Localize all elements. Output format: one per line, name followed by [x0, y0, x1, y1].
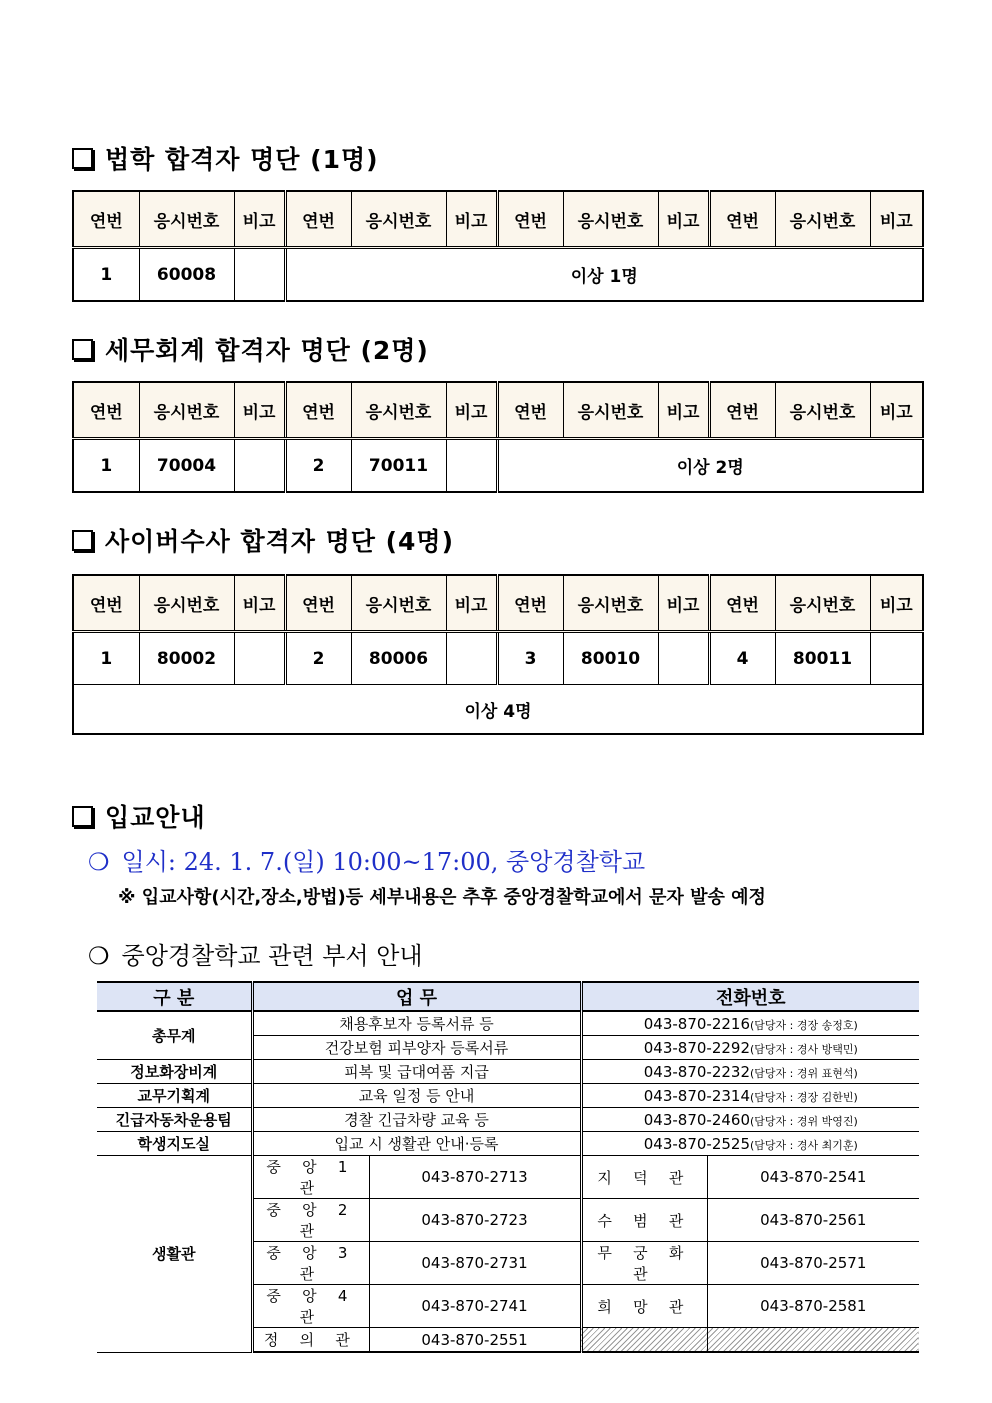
exam-number: 70004 [139, 439, 234, 493]
dorm-name: 정 의 관 [252, 1328, 369, 1353]
table-row [73, 439, 923, 493]
dorm-name: 중 앙 2 관 [252, 1199, 369, 1242]
dept-task: 건강보험 피부양자 등록서류 [252, 1036, 581, 1060]
dorm-name: 무 궁 화 관 [581, 1242, 707, 1285]
summary-cell: 이상 2명 [497, 439, 923, 493]
checkbox-square-icon [72, 339, 93, 360]
cyber-pass-table [72, 574, 924, 735]
exam-number: 60008 [139, 248, 234, 302]
contact-person: (담당자 : 경장 김한빈) [750, 1090, 858, 1104]
header-cell: 응시번호 [563, 575, 658, 632]
header-cell: 응시번호 [139, 191, 234, 248]
dorm-phone: 043-870-2723 [369, 1199, 581, 1242]
header-cell: 응시번호 [563, 382, 658, 439]
entry-number: 1 [73, 439, 139, 493]
entry-note [446, 632, 497, 685]
table-row [97, 1084, 919, 1108]
header-cell: 응시번호 [351, 575, 446, 632]
entry-number: 1 [73, 632, 139, 685]
exam-number: 80002 [139, 632, 234, 685]
header-cell: 비고 [870, 191, 923, 248]
table-row [97, 1156, 919, 1199]
table-row [73, 685, 923, 735]
dorm-name: 지 덕 관 [581, 1156, 707, 1199]
dorm-name: 희 망 관 [581, 1285, 707, 1328]
contact-person: (담당자 : 경장 송정호) [750, 1018, 858, 1032]
dorm-name: 수 범 관 [581, 1199, 707, 1242]
checkbox-square-icon [72, 148, 93, 169]
header-cell: 연번 [73, 382, 139, 439]
header-cell: 업 무 [252, 982, 581, 1011]
contact-person: (담당자 : 경사 방택민) [750, 1042, 858, 1056]
contact-person: (담당자 : 경위 박영진) [750, 1114, 858, 1128]
table-header-row [73, 191, 923, 248]
dorm-phone: 043-870-2541 [707, 1156, 919, 1199]
dorm-phone: 043-870-2713 [369, 1156, 581, 1199]
dept-task: 피복 및 급대여품 지급 [252, 1060, 581, 1084]
dept-task: 경찰 긴급차량 교육 등 [252, 1108, 581, 1132]
phone-number: 043-870-2314 [643, 1086, 750, 1105]
dorm-name: 중 앙 4 관 [252, 1285, 369, 1328]
table-row [97, 1132, 919, 1156]
dept-task: 교육 일정 등 안내 [252, 1084, 581, 1108]
header-cell: 비고 [446, 575, 497, 632]
header-cell: 비고 [870, 382, 923, 439]
entry-number: 2 [285, 632, 351, 685]
dept-name: 총무계 [97, 1011, 252, 1060]
header-cell: 응시번호 [351, 382, 446, 439]
entry-number: 1 [73, 248, 139, 302]
table-header-row [73, 575, 923, 632]
header-cell: 연번 [285, 191, 351, 248]
hatched-empty-cell [581, 1328, 707, 1353]
dorm-label: 생활관 [97, 1156, 252, 1353]
contact-person: (담당자 : 경위 표현석) [750, 1066, 858, 1080]
phone-number: 043-870-2216 [643, 1014, 750, 1033]
entry-note [234, 632, 285, 685]
header-cell: 응시번호 [775, 575, 870, 632]
checkbox-square-icon [72, 530, 93, 551]
table-row [97, 1108, 919, 1132]
dept-phone [581, 1108, 919, 1132]
header-cell: 비고 [234, 575, 285, 632]
exam-number: 70011 [351, 439, 446, 493]
header-cell: 비고 [446, 191, 497, 248]
exam-number: 80011 [775, 632, 870, 685]
table-row [97, 1011, 919, 1036]
dorm-phone: 043-870-2561 [707, 1199, 919, 1242]
dorm-phone: 043-870-2581 [707, 1285, 919, 1328]
header-cell: 응시번호 [139, 575, 234, 632]
circle-bullet-icon: ❍ [88, 942, 110, 970]
entry-note [870, 632, 923, 685]
exam-number: 80010 [563, 632, 658, 685]
dept-phone [581, 1036, 919, 1060]
dorm-phone: 043-870-2571 [707, 1242, 919, 1285]
header-cell: 응시번호 [775, 382, 870, 439]
dept-name: 교무기획계 [97, 1084, 252, 1108]
header-cell: 응시번호 [563, 191, 658, 248]
phone-number: 043-870-2232 [643, 1062, 750, 1081]
header-cell: 응시번호 [351, 191, 446, 248]
header-cell: 전화번호 [581, 982, 919, 1011]
header-cell: 연번 [497, 575, 563, 632]
law-pass-table [72, 190, 924, 302]
dept-phone [581, 1060, 919, 1084]
entry-number: 3 [497, 632, 563, 685]
header-cell: 비고 [658, 191, 709, 248]
table-header-row [73, 382, 923, 439]
entry-note [658, 632, 709, 685]
dorm-phone: 043-870-2551 [369, 1328, 581, 1353]
hatched-empty-cell [707, 1328, 919, 1353]
section-title-text: 법학 합격자 명단 (1명) [105, 145, 379, 174]
contact-person: (담당자 : 경사 최기훈) [750, 1138, 858, 1152]
summary-cell: 이상 1명 [285, 248, 923, 302]
entry-note [446, 439, 497, 493]
entry-note [234, 439, 285, 493]
phone-number: 043-870-2525 [643, 1134, 750, 1153]
entry-number: 2 [285, 439, 351, 493]
header-cell: 연번 [285, 575, 351, 632]
dorm-name: 중 앙 1 관 [252, 1156, 369, 1199]
header-cell: 연번 [709, 382, 775, 439]
dorm-phone: 043-870-2731 [369, 1242, 581, 1285]
dept-task: 채용후보자 등록서류 등 [252, 1011, 581, 1036]
circle-bullet-icon: ❍ [88, 848, 110, 876]
section-title-text: 입교안내 [105, 803, 206, 832]
admission-note: ※ 입교사항(시간,장소,방법)등 세부내용은 추후 중앙경찰학교에서 문자 발송 예정 [118, 887, 766, 908]
section-title-admission [72, 798, 206, 834]
header-cell: 연번 [73, 191, 139, 248]
header-cell: 비고 [446, 382, 497, 439]
summary-cell: 이상 4명 [73, 685, 923, 735]
dept-name: 학생지도실 [97, 1132, 252, 1156]
dept-task: 입교 시 생활관 안내·등록 [252, 1132, 581, 1156]
dept-phone [581, 1011, 919, 1036]
schedule-text: 일시: 24. 1. 7.(일) 10:00~17:00, 중앙경찰학교 [121, 848, 646, 876]
header-cell: 비고 [658, 575, 709, 632]
header-cell: 연번 [285, 382, 351, 439]
section-title-tax [72, 331, 429, 367]
table-row [73, 632, 923, 685]
header-cell: 비고 [234, 382, 285, 439]
dorm-name: 중 앙 3 관 [252, 1242, 369, 1285]
section-title-text: 사이버수사 합격자 명단 (4명) [105, 527, 455, 556]
header-cell: 연번 [709, 191, 775, 248]
table-header-row [97, 982, 919, 1011]
section-title-text: 세무회계 합격자 명단 (2명) [105, 336, 429, 365]
dept-guide-title [88, 936, 423, 971]
table-row [97, 1060, 919, 1084]
header-cell: 구 분 [97, 982, 252, 1011]
header-cell: 연번 [709, 575, 775, 632]
header-cell: 응시번호 [139, 382, 234, 439]
header-cell: 비고 [234, 191, 285, 248]
section-title-law [72, 140, 379, 176]
dept-guide-title-text: 중앙경찰학교 관련 부서 안내 [121, 942, 423, 970]
header-cell: 비고 [870, 575, 923, 632]
header-cell: 연번 [497, 191, 563, 248]
header-cell: 비고 [658, 382, 709, 439]
admission-schedule [88, 842, 645, 877]
dept-name: 정보화장비계 [97, 1060, 252, 1084]
dept-phone [581, 1084, 919, 1108]
dept-phone [581, 1132, 919, 1156]
phone-number: 043-870-2292 [643, 1038, 750, 1057]
dept-contact-table [97, 981, 919, 1353]
checkbox-square-icon [72, 806, 93, 827]
phone-number: 043-870-2460 [643, 1110, 750, 1129]
header-cell: 응시번호 [775, 191, 870, 248]
header-cell: 연번 [73, 575, 139, 632]
header-cell: 연번 [497, 382, 563, 439]
dept-name: 긴급자동차운용팀 [97, 1108, 252, 1132]
entry-number: 4 [709, 632, 775, 685]
entry-note [234, 248, 285, 302]
dorm-phone: 043-870-2741 [369, 1285, 581, 1328]
table-row [73, 248, 923, 302]
tax-pass-table [72, 381, 924, 493]
section-title-cyber [72, 522, 454, 558]
exam-number: 80006 [351, 632, 446, 685]
